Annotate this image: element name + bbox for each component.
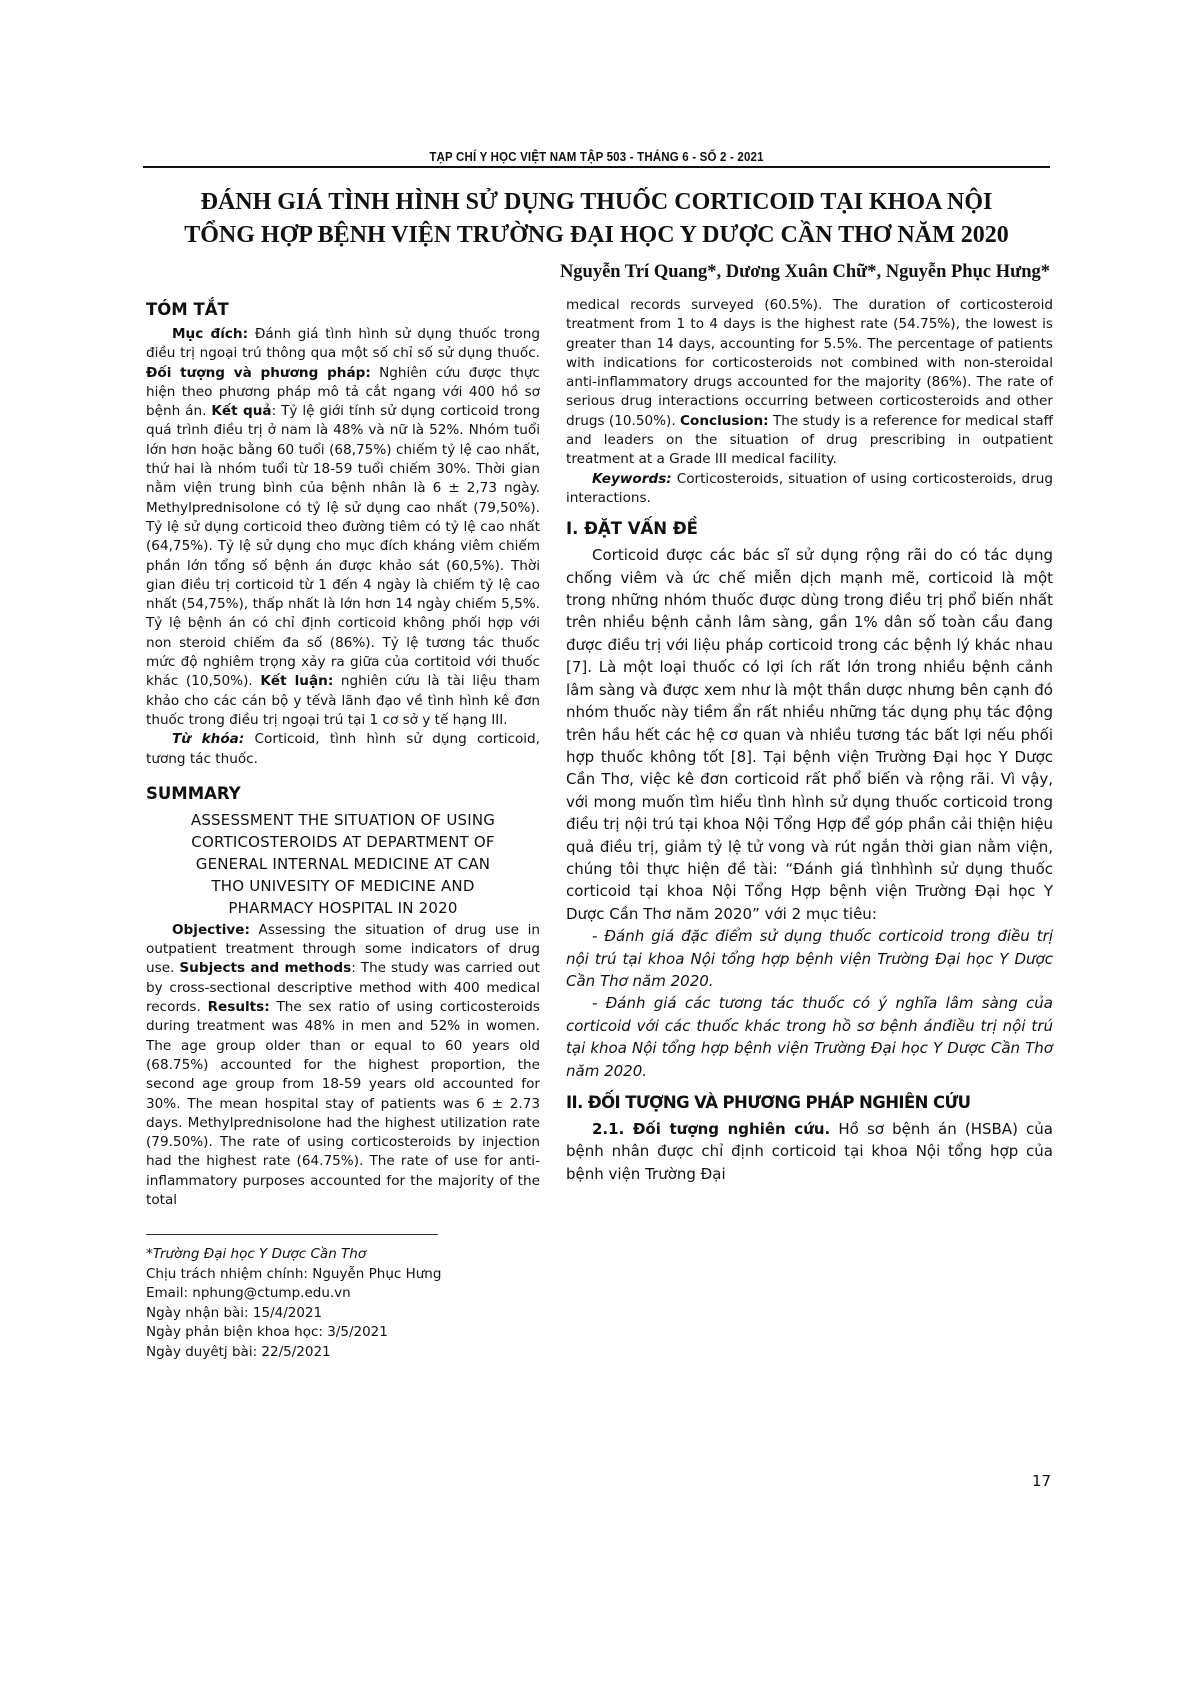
section-2-1-paragraph	[566, 1118, 1053, 1185]
doi-tuong-text: Nghiên cứu được thực hiện theo phương pháp mô tả cắt ngang với 400 hồ sơ bệnh án.	[146, 364, 540, 420]
footnote-reviewed: Ngày phản biện khoa học: 3/5/2021	[146, 1324, 388, 1341]
page-number: 17	[1032, 1472, 1052, 1490]
left-column	[146, 296, 540, 1362]
footnote-responsible: Chịu trách nhiệm chính: Nguyễn Phục Hưng	[146, 1265, 442, 1282]
keywords	[566, 470, 1053, 509]
ket-luan-text: nghiên cứu là tài liệu tham khảo cho các cán bộ y tếvà lãnh đạo về tình hình kê đơn thuốc trong điều trị ngoại trú tại 1 cơ sở y tế hạng III.	[146, 673, 541, 728]
muc-dich-text: Đánh giá tình hình sử dụng thuốc trong điều trị ngoại trú thông qua một số chỉ số sử dụng thuốc.	[146, 326, 540, 362]
keywords-label: Keywords:	[592, 470, 672, 487]
footnote-affiliation: *Trường Đại học Y Dược Cần Thơ	[146, 1246, 367, 1263]
tu-khoa-label: Từ khóa:	[172, 731, 245, 748]
en-title-line: ASSESSMENT THE SITUATION OF USING	[190, 810, 496, 829]
objective-label: Objective:	[172, 921, 250, 938]
conclusion-text: The study is a reference for medical staff and leaders on the situation of drug prescribing in outpatient treatment at a Grade III medical facility.	[566, 412, 1053, 468]
section-2-heading: II. ĐỐI TƯỢNG VÀ PHƯƠNG PHÁP NGHIÊN CỨU	[566, 1093, 971, 1113]
en-title-line: GENERAL INTERNAL MEDICINE AT CAN	[195, 854, 491, 873]
ket-qua-label: Kết quả	[211, 403, 272, 420]
tu-khoa-text: Corticoid, tình hình sử dụng corticoid, tương tác thuốc.	[146, 731, 540, 767]
section-2-1-text: Hồ sơ bệnh án (HSBA) của bệnh nhân được chỉ định corticoid tại khoa Nội tổng hợp của bệnh viện Trường Đại	[566, 1120, 1054, 1183]
section-1-heading: I. ĐẶT VẤN ĐỀ	[566, 519, 698, 539]
results-text: The sex ratio of using corticosteroids during treatment was 48% in men and 52% in women. The age group older than or equal to 60 years old (68.75%) accounted for the highest proportion, the second age group from 18-59 years old accounted for 30%. The mean hospital stay of patients was 6 ± 2.73 days. Methylprednisolone had the highest utilization rate (79.50%). The rate of using corticosteroids by injection had the highest rate (64.75%). The rate of use for anti-inflammatory purposes accounted for the majority of the total	[146, 999, 540, 1208]
subjects-label: Subjects and methods	[179, 960, 352, 977]
tu-khoa	[146, 730, 540, 769]
en-title-line: PHARMACY HOSPITAL IN 2020	[228, 898, 458, 917]
section-1-objective-1: - Đánh giá đặc điểm sử dụng thuốc corticoid trong điều trị nội trú tại khoa Nội tổng hợp bệnh viện Trường Đại học Y Dược Cần Thơ năm 2020.	[566, 927, 1053, 990]
footnote-accepted: Ngày duyêtj bài: 22/5/2021	[146, 1343, 331, 1360]
summary-abstract-continued	[566, 296, 1053, 470]
objective-text: Assessing the situation of drug use in outpatient treatment through some indicators of drug use.	[146, 921, 540, 977]
section-2-1-label: 2.1. Đối tượng nghiên cứu.	[592, 1120, 831, 1139]
footnote-rule	[146, 1234, 438, 1235]
footnote	[146, 1245, 540, 1362]
ket-luan-label: Kết luận:	[260, 673, 334, 690]
en-title-line: THO UNIVESITY OF MEDICINE AND	[211, 876, 475, 895]
section-1-objective-2: - Đánh giá các tương tác thuốc có ý nghĩa lâm sàng của corticoid với các thuốc khác trong hồ sơ bệnh ánđiều trị nội trú tại khoa Nội tổng hợp bệnh viện Trường Đại học Y Dược Cần Thơ năm 2020.	[566, 994, 1053, 1080]
section-1-paragraph: Corticoid được các bác sĩ sử dụng rộng rãi do có tác dụng chống viêm và ức chế miễn dịch mạnh mẽ, corticoid là một trong những nhóm thuốc được dùng trong điều trị phổ biến nhất trên nhiều bệnh cảnh lâm sàng, gần 1% dân số toàn cầu đang được điều trị với liệu pháp corticoid trong các bệnh lý khác nhau [7]. Là một loại thuốc có lợi ích rất lớn trong nhiều bệnh cảnh lâm sàng và được xem như là một thần dược nhưng bên cạnh đó nhóm thuốc này tiềm ẩn rất nhiều những tác dụng phụ tác động trên hầu hết các hệ cơ quan và nhiều tương tác bất lợi nếu phối hợp thuốc không tốt [8]. Tại bệnh viện Trường Đại học Y Dược Cần Thơ, việc kê đơn corticoid rất phổ biến và rộng rãi. Vì vậy, với mong muốn tìm hiểu tình hình sử dụng thuốc corticoid trong điều trị nội trú tại khoa Nội Tổng Hợp để góp phần cải thiện hiệu quả điều trị, giảm tỷ lệ tử vong và rút ngắn thời gian nằm viện, chúng tôi thực hiện đề tài: “Đánh giá tìnhhình sử dụng thuốc corticoid tại khoa Nội Tổng Hợp bệnh viện Trường Đại học Y Dược Cần Thơ năm 2020” với 2 mục tiêu:	[566, 546, 1053, 923]
tom-tat-heading: TÓM TẮT	[146, 300, 229, 319]
footnote-email: Email: nphung@ctump.edu.vn	[146, 1285, 351, 1302]
journal-running-header: TẠP CHÍ Y HỌC VIỆT NAM TẬP 503 - THÁNG 6 - SỐ 2 - 2021	[429, 150, 764, 164]
summary-heading: SUMMARY	[146, 783, 241, 803]
right-column	[566, 296, 1053, 1185]
article-authors: Nguyễn Trí Quang*, Dương Xuân Chữ*, Nguyễn Phục Hưng*	[559, 262, 1050, 282]
article-title	[143, 186, 1050, 252]
tom-tat-abstract	[146, 325, 540, 730]
subjects-text: : The study was carried out by cross-sectional descriptive method with 400 medical records.	[146, 960, 540, 1016]
title-line-2: TỔNG HỢP BỆNH VIỆN TRƯỜNG ĐẠI HỌC Y DƯỢC CẦN THƠ NĂM 2020	[184, 222, 1009, 248]
en-title-line: CORTICOSTEROIDS AT DEPARTMENT OF	[191, 832, 495, 851]
results-text-continued: medical records surveyed (60.5%). The duration of corticosteroid treatment from 1 to 4 days is the highest rate (54.75%), the lowest is greater than 14 days, accounting for 5.5%. The percentage of patients with indications for corticosteroids not combined with non-steroidal anti-inflammatory drugs accounted for the majority (86%). The rate of serious drug interactions occurring between corticosteroids and other drugs (10.50%).	[566, 297, 1053, 429]
conclusion-label: Conclusion:	[680, 412, 769, 429]
summary-english-title	[146, 809, 540, 919]
title-line-1: ĐÁNH GIÁ TÌNH HÌNH SỬ DỤNG THUỐC CORTICOID TẠI KHOA NỘI	[200, 189, 993, 215]
footnote-received: Ngày nhận bài: 15/4/2021	[146, 1304, 323, 1321]
doi-tuong-label: Đối tượng và phương pháp:	[146, 364, 371, 381]
results-label: Results:	[207, 999, 270, 1016]
ket-qua-text: : Tỷ lệ giới tính sử dụng corticoid trong quá trình điều trị ở nam là 48% và nữ là 52%. Nhóm tuổi lớn hơn hoặc bằng 60 tuổi (68,75%) chiếm tỷ lệ cao nhất, thứ hai là nhóm tuổi từ 18-59 tuổi chiếm 30%. Thời gian nằm viện trung bình của bệnh nhân là 6 ± 2,73 ngày. Methylprednisolone có tỷ lệ sử dụng cao nhất (79,50%). Tỷ lệ sử dụng corticoid theo đường tiêm có tỷ lệ cao nhất (64,75%). Tỷ lệ sử dụng cho mục đích kháng viêm chiếm phần lớn tổng số bệnh án được khảo sát (60,5%). Thời gian điều trị corticoid từ 1 đến 4 ngày là chiếm tỷ lệ cao nhất (54,75%), thấp nhất là lớn hơn 14 ngày chiếm 5,5%. Tỷ lệ bệnh án có chỉ định corticoid không phối hợp với non steroid chiếm đa số (86%). Tỷ lệ tương tác thuốc mức độ nghiêm trọng xảy ra giữa của cortitoid với thuốc khác (10,50%).	[146, 403, 540, 690]
keywords-text: Corticosteroids, situation of using corticosteroids, drug interactions.	[566, 470, 1053, 506]
summary-abstract	[146, 921, 540, 1210]
muc-dich-label: Mục đích:	[172, 326, 249, 342]
header-rule	[143, 166, 1050, 168]
